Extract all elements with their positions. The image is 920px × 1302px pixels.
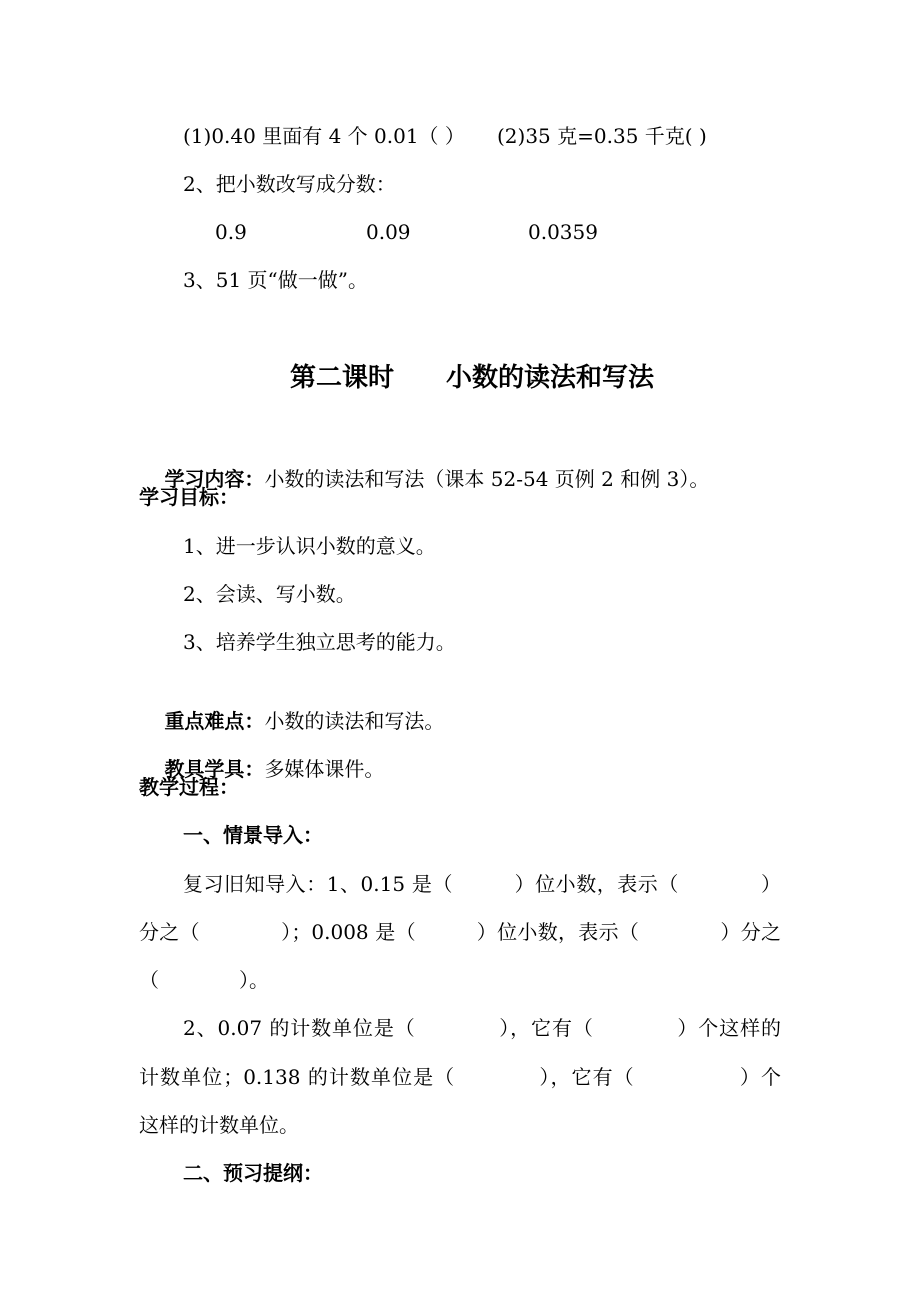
lesson-title-part-1: 第二课时 — [290, 363, 395, 393]
review-line: 计数单位；0.138 的计数单位是（ ），它有（ ）个 — [139, 1065, 781, 1089]
decimal-2: 0.09 — [366, 220, 411, 244]
exercise-1a: (1)0.40 里面有 4 个 0.01（ ） — [183, 124, 465, 148]
key-label: 重点难点： — [164, 709, 265, 733]
process-label: 教学过程： — [139, 775, 239, 799]
goals-label: 学习目标： — [139, 485, 239, 509]
goal-item: 2、会读、写小数。 — [183, 582, 356, 606]
section-heading-2: 二、预习提纲： — [183, 1161, 323, 1185]
goal-item: 1、进一步认识小数的意义。 — [183, 534, 436, 558]
lesson-title-part-2: 小数的读法和写法 — [446, 363, 655, 393]
review-line: （ ）。 — [139, 968, 269, 992]
decimal-1: 0.9 — [215, 220, 247, 244]
review-line: 这样的计数单位。 — [139, 1113, 299, 1137]
review-line: 2、0.07 的计数单位是（ ），它有（ ）个这样的 — [183, 1016, 781, 1040]
goal-item: 3、培养学生独立思考的能力。 — [183, 630, 456, 654]
content-text: 小数的读法和写法（课本 52-54 页例 2 和例 3）。 — [264, 467, 710, 491]
tools-label: 教具学具： — [164, 757, 265, 781]
exercise-1b: (2)35 克=0.35 千克( ) — [497, 124, 707, 148]
review-line: 分之（ ）；0.008 是（ ）位小数，表示（ ）分之 — [139, 920, 781, 944]
exercise-3: 3、51 页“做一做”。 — [183, 268, 368, 292]
exercise-2: 2、把小数改写成分数： — [183, 172, 396, 196]
decimal-3: 0.0359 — [528, 220, 598, 244]
section-heading-1: 一、情景导入： — [183, 823, 323, 847]
tools-text: 多媒体课件。 — [264, 757, 385, 781]
key-text: 小数的读法和写法。 — [264, 709, 445, 733]
review-line: 复习旧知导入：1、0.15 是（ ）位小数，表示（ ） — [183, 872, 781, 896]
content-label: 学习内容： — [164, 467, 265, 491]
